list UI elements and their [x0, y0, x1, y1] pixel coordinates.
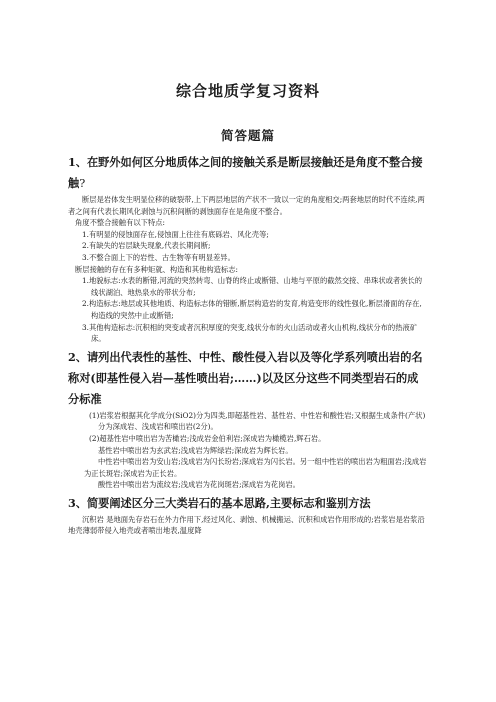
q2-paragraph-5: 酸性岩中喷出岩为流纹岩;浅成岩为花岗斑岩;深成岩为花岗岩。: [98, 480, 300, 490]
q1-list-a-item: 2.有缺失的岩层缺失现象,代表长期间断;: [82, 241, 211, 251]
q1-list-b-item: 3.其他构造标志:沉积相的突变或者沉积厚度的突变,线状分布的火山活动或者火山机构,线状分布的热液矿床。: [82, 322, 418, 344]
q1-list-b-item: 2.构造标志:地层或其他地质、构造标志体的错断,断层构造岩的发育,构造变形的线性强化,断层滑面的存在,构造线的突然中止或断错;: [82, 299, 422, 320]
q1-paragraph-2: 角度不整合接触有以下特点:: [75, 218, 166, 228]
question-3-heading: 3、简要阐述区分三大类岩石的基本思路,主要标志和鉴别方法: [68, 495, 371, 510]
q1-list-b-item: 1.地貌标志:水表的断错,河流的突然转弯、山脊的终止或断错、山地与平原的截然交接、串珠状或者狭长的线状湖泊、地热泉水的带状分布;: [82, 276, 423, 297]
section-title: 简答题篇: [220, 128, 275, 143]
q2-paragraph-4: 中性岩中喷出岩为安山岩;浅成岩为闪长玢岩;深成岩为闪长岩。另一组中性岩的喷出岩为粗面岩;浅成岩为正长斑岩;深成岩为正长岩。: [84, 457, 427, 478]
q2-paragraph-2: (2)超基性岩中喷出岩为苦橄岩;浅成岩金伯利岩;深成岩为橄榄岩,辉石岩。: [89, 433, 326, 443]
document-body: [68, 152, 428, 537]
q1-list-a-item: 1.有明显的侵蚀面存在,侵蚀面上往往有底砾岩、风化壳等;: [82, 229, 269, 239]
q2-paragraph-3: 基性岩中喷出岩为玄武岩;浅成岩为辉绿岩;深成岩为辉长岩。: [98, 445, 293, 455]
q3-paragraph-1: 沉积岩 是地面先存岩石在外力作用下,经过风化、剥蚀、机械搬运、沉积和成岩作用形成的;岩浆岩是岩浆沿地壳薄弱带侵入地壳或者喷出地表,温度降: [68, 514, 425, 536]
document-title: 综合地质学复习资料: [175, 82, 320, 100]
q1-paragraph-1: 断层是岩体发生明显位移的破裂带,上下两层地层的产状不一致以一定的角度相交;两套地层的时代不连续,两者之间有代表长期风化剥蚀与沉积间断的剥蚀面存在是角度不整合。: [68, 195, 425, 216]
question-1-heading: 1、在野外如何区分地质体之间的接触关系是断层接触还是角度不整合接触?: [68, 155, 423, 190]
q1-list-a-item: 3.不整合面上下的岩性、古生物等有明显差异。: [82, 252, 235, 262]
question-2-heading: 2、请列出代表性的基性、中性、酸性侵入岩以及等化学系列喷出岩的名称对(即基性侵入岩—基性喷出岩;……)以及区分这些不同类型岩石的成分标准: [68, 349, 423, 406]
q2-paragraph-1: (1)岩浆岩根据其化学成分(SiO2)分为四类,即超基性岩、基性岩、中性岩和酸性岩;又根据生成条件(产状)分为深成岩、浅成岩和喷出岩(2分)。: [89, 410, 426, 432]
q1-paragraph-3: 断层接触的存在有多种矩就、构造和其他构造标志:: [75, 264, 238, 274]
